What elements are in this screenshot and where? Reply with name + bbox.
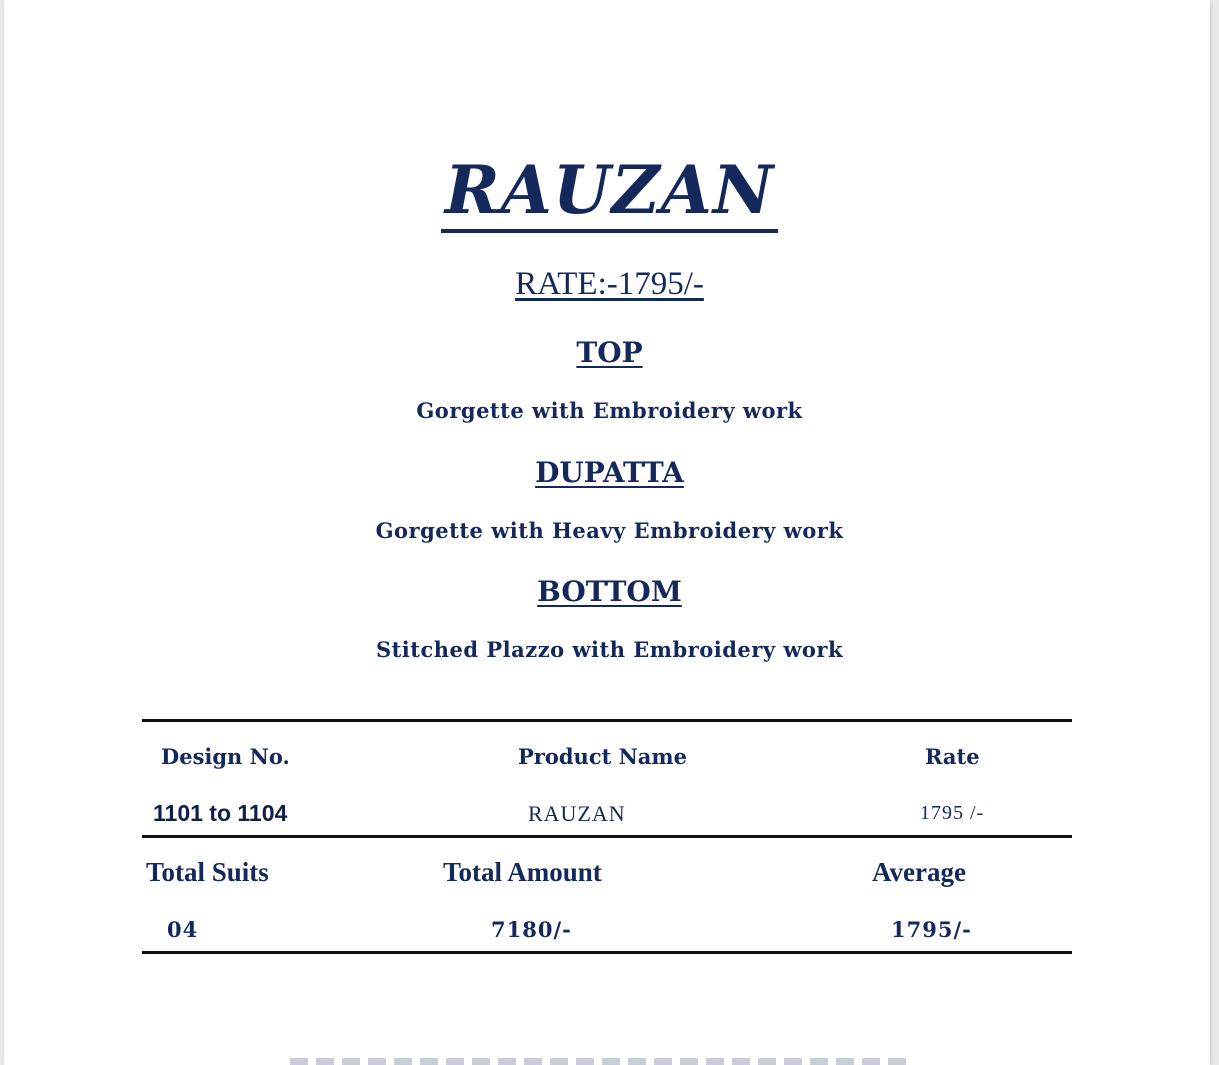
section-description-dupatta: Gorgette with Heavy Embroidery work bbox=[375, 518, 844, 543]
section-description-bottom: Stitched Plazzo with Embroidery work bbox=[375, 637, 844, 662]
header-product-name: Product Name bbox=[518, 744, 687, 769]
header-rate: Rate bbox=[925, 744, 980, 769]
summary-total-amount-value: 7180/- bbox=[491, 917, 572, 942]
cut-off-bottom-text bbox=[290, 1058, 910, 1065]
section-heading-dupatta bbox=[0, 456, 1219, 490]
brand-title-text: RAUZAN bbox=[441, 151, 778, 233]
section-heading-dupatta-text: DUPATTA bbox=[535, 456, 684, 489]
table-bottom-rule bbox=[142, 951, 1072, 954]
section-heading-bottom bbox=[0, 575, 1219, 609]
section-heading-bottom-text: BOTTOM bbox=[537, 575, 682, 608]
rate-line bbox=[0, 264, 1219, 304]
summary-total-suits-value: 04 bbox=[167, 917, 199, 942]
section-heading-top bbox=[0, 336, 1219, 370]
rate-value: 1795 /- bbox=[920, 802, 985, 824]
table-middle-rule bbox=[142, 835, 1072, 838]
table-top-rule bbox=[142, 719, 1072, 722]
summary-header-total-suits: Total Suits bbox=[146, 857, 269, 887]
product-name-value: RAUZAN bbox=[528, 801, 626, 826]
summary-average-value: 1795/- bbox=[891, 917, 972, 942]
brand-title bbox=[0, 150, 1219, 230]
rate-line-text: RATE:-1795/- bbox=[515, 266, 704, 302]
design-no-value: 1101 to 1104 bbox=[153, 800, 288, 826]
section-heading-top-text: TOP bbox=[576, 336, 643, 369]
summary-header-average: Average bbox=[872, 857, 966, 887]
section-description-top: Gorgette with Embroidery work bbox=[416, 398, 803, 423]
summary-header-total-amount: Total Amount bbox=[443, 857, 602, 887]
header-design-no: Design No. bbox=[161, 744, 290, 769]
